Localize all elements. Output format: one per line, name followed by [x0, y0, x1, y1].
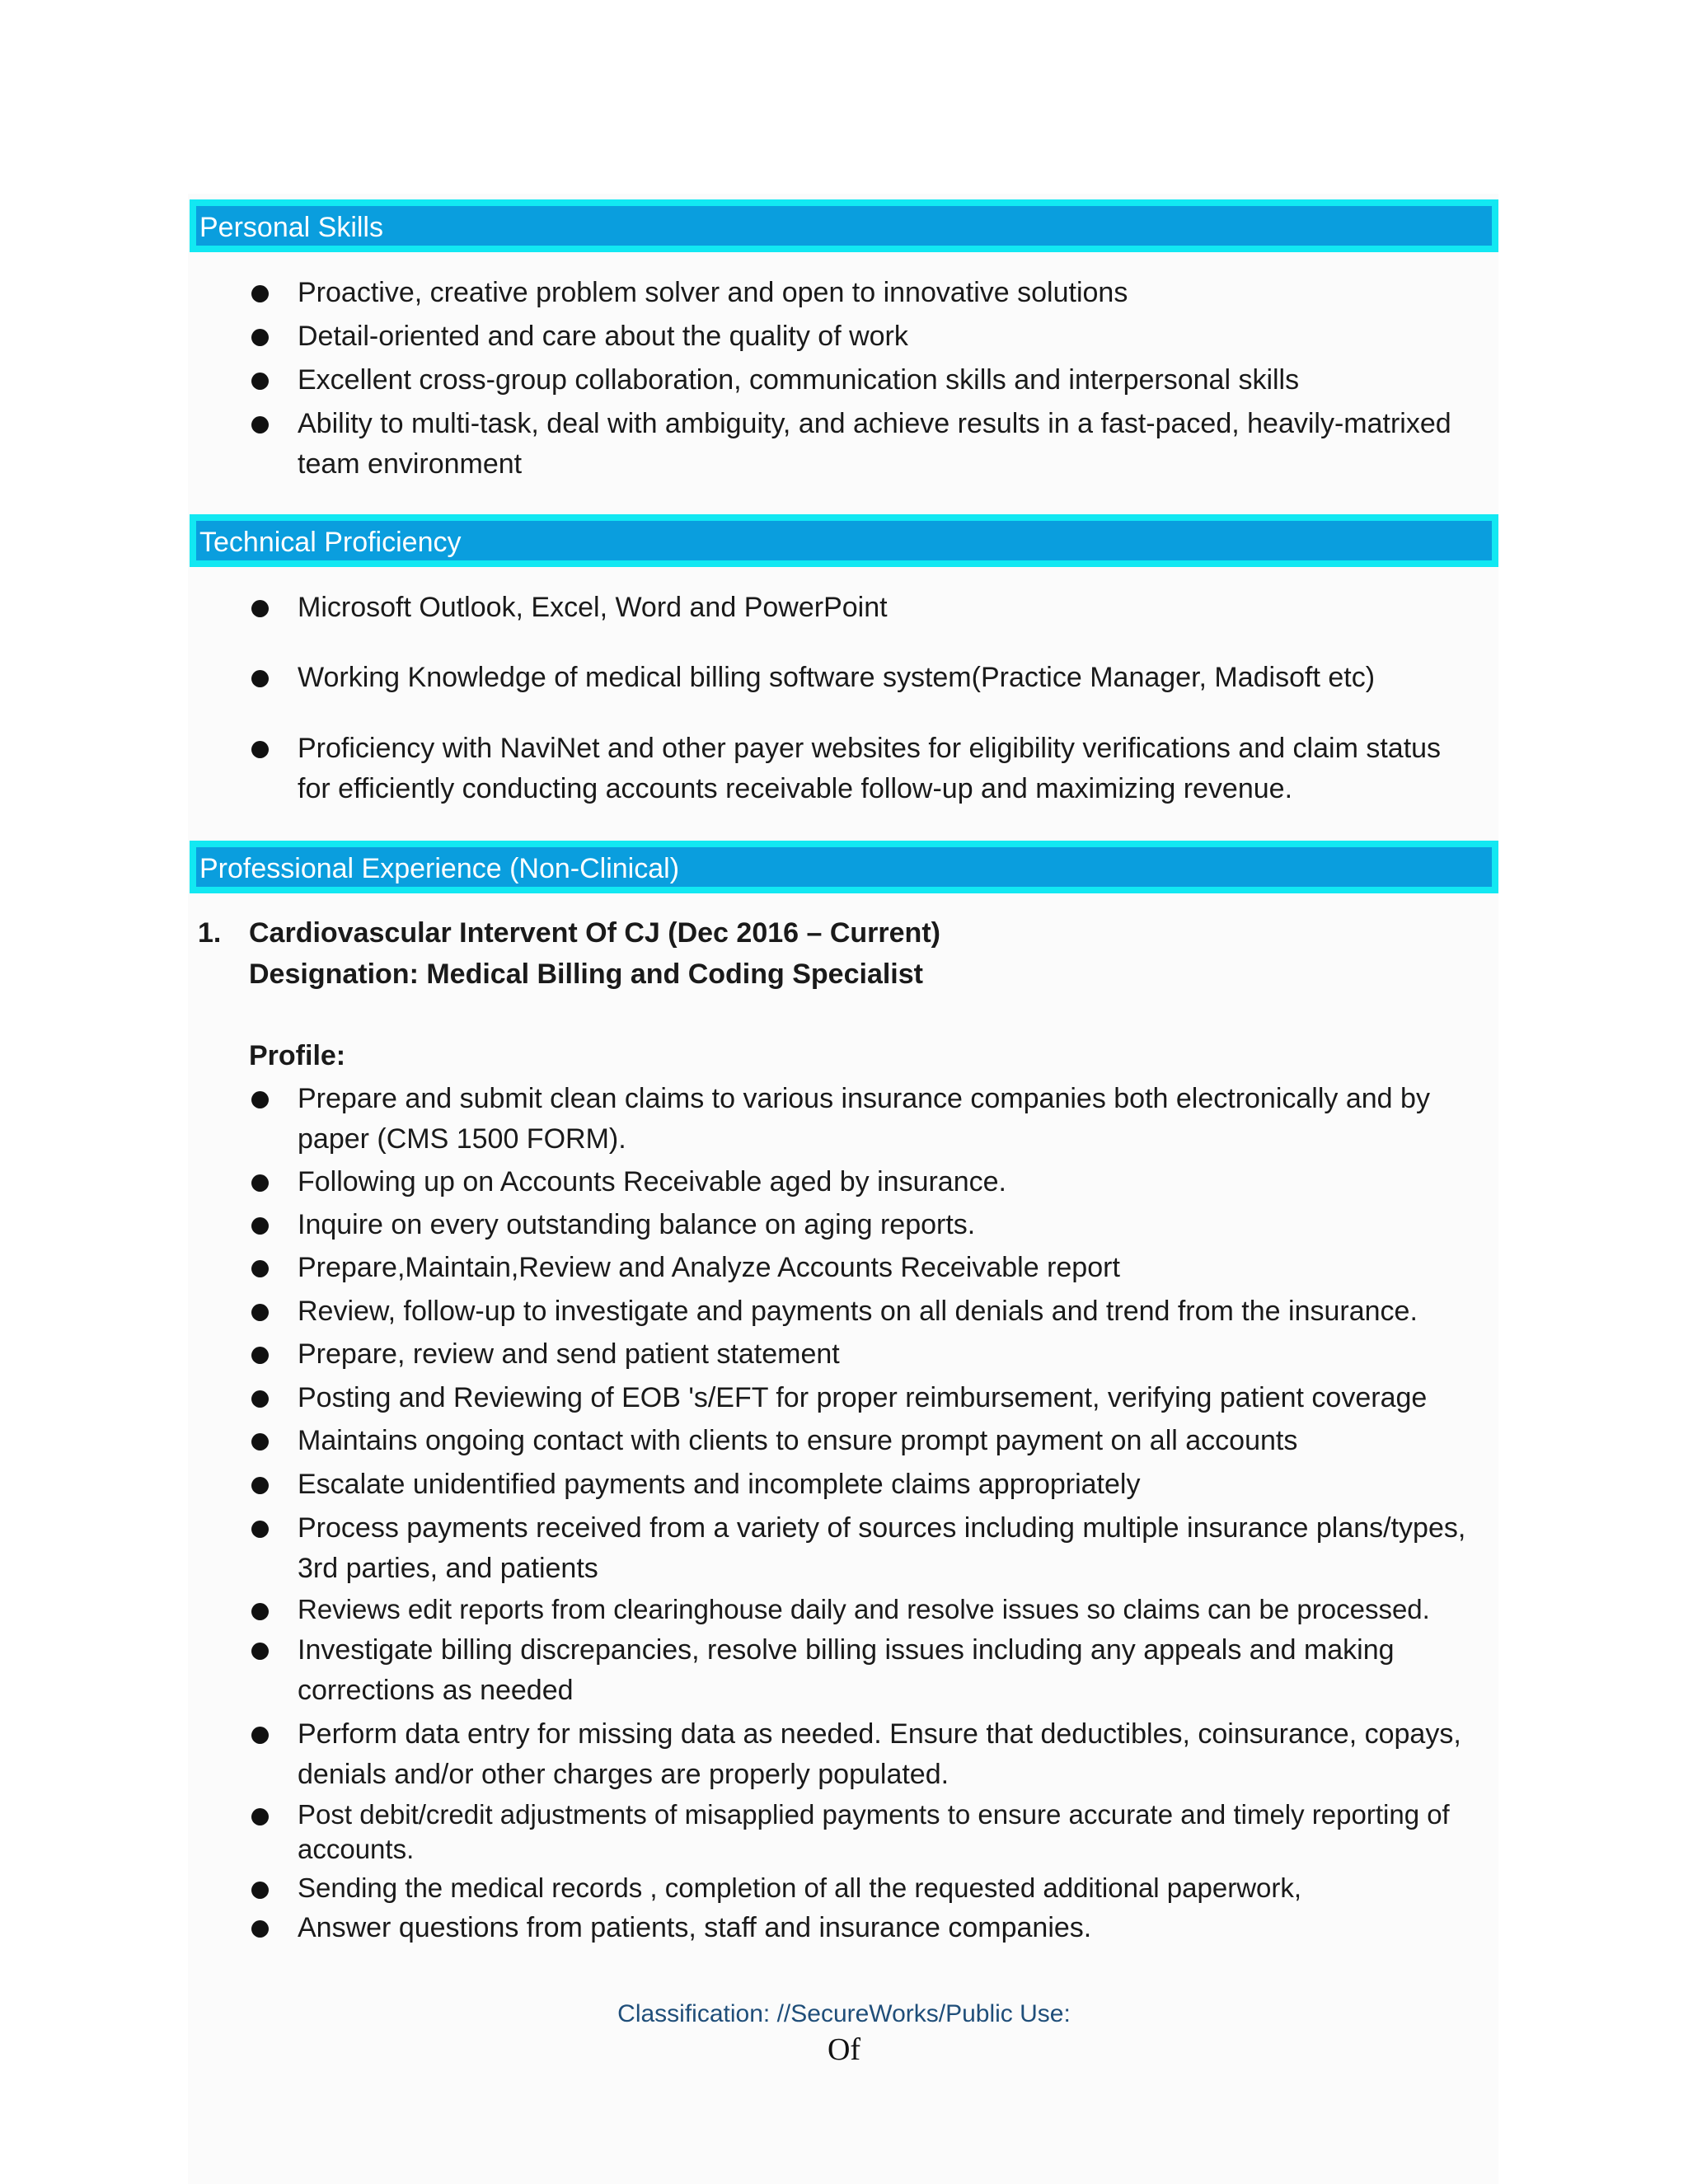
section-header-personal-skills — [190, 199, 1498, 252]
bullet-icon — [251, 1390, 269, 1408]
bullet-icon — [251, 285, 269, 302]
section-header-professional-experience — [190, 841, 1498, 893]
section-title: Personal Skills — [199, 212, 383, 243]
footer-page-number: Of — [827, 2032, 861, 2067]
bullet-icon — [251, 1304, 269, 1321]
bullet-icon — [251, 741, 269, 758]
bullet-icon — [251, 1260, 269, 1277]
bullet-icon — [251, 600, 269, 617]
profile-label: Profile: — [249, 1040, 346, 1071]
bullet-icon — [251, 1643, 269, 1660]
job-number: 1. — [198, 917, 222, 949]
bullet-icon — [251, 373, 269, 390]
bullet-icon — [251, 670, 269, 687]
footer-classification: Classification: //SecureWorks/Public Use: — [617, 2000, 1071, 2027]
bullet-icon — [251, 1808, 269, 1825]
bullet-icon — [251, 1882, 269, 1899]
section-title: Technical Proficiency — [199, 527, 462, 558]
bullet-icon — [251, 1603, 269, 1620]
bullet-icon — [251, 1347, 269, 1364]
bullet-icon — [251, 1217, 269, 1235]
bullet-icon — [251, 1091, 269, 1108]
bullet-icon — [251, 1521, 269, 1538]
bullet-icon — [251, 416, 269, 434]
bullet-icon — [251, 1920, 269, 1938]
section-title: Professional Experience (Non-Clinical) — [199, 853, 680, 884]
bullet-icon — [251, 1727, 269, 1744]
section-header-technical-proficiency — [190, 514, 1498, 567]
bullet-icon — [251, 1433, 269, 1451]
bullet-icon — [251, 329, 269, 346]
bullet-icon — [251, 1477, 269, 1494]
job-designation: Designation: Medical Billing and Coding Specialist — [249, 958, 923, 990]
job-title: Cardiovascular Intervent Of CJ (Dec 2016 – Current) — [249, 917, 940, 949]
bullet-icon — [251, 1174, 269, 1192]
